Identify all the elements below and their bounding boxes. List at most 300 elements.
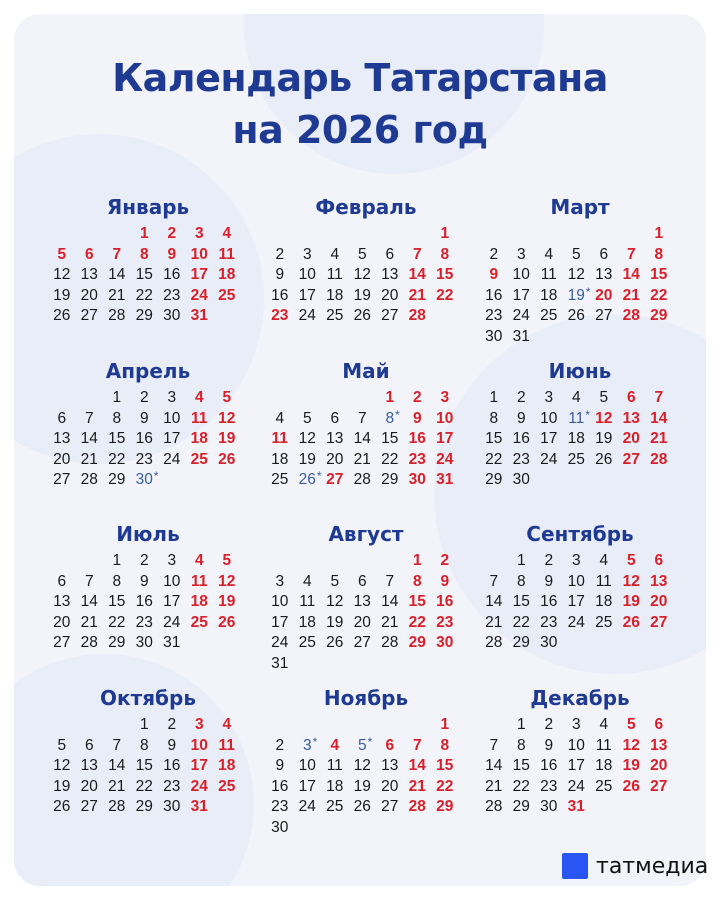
- day-holiday: 12: [218, 409, 236, 427]
- day: 27: [381, 798, 399, 815]
- day-holiday: 8: [440, 245, 450, 263]
- day: 1: [112, 552, 122, 569]
- day-holiday: 5: [626, 716, 636, 733]
- day: 24: [271, 634, 289, 651]
- month-name: Сентябрь: [526, 522, 634, 546]
- day-holiday: 25: [190, 450, 208, 468]
- day-holiday: 5: [57, 245, 67, 263]
- day: 30: [512, 471, 530, 488]
- empty-cell: [376, 551, 404, 572]
- month-name: Январь: [106, 195, 190, 219]
- day: 25: [298, 634, 316, 651]
- day: 27: [80, 798, 98, 815]
- day: 28: [353, 471, 371, 488]
- day: 6: [84, 736, 94, 754]
- day-holiday: 3: [194, 716, 204, 733]
- month-block: [48, 194, 248, 327]
- day-shortened: 5 *: [349, 736, 377, 757]
- day: 16: [485, 286, 503, 304]
- day-holiday: 9: [440, 572, 450, 590]
- empty-cell: [321, 224, 349, 245]
- day-holiday: 28: [408, 798, 426, 815]
- day-holiday: 6: [385, 736, 395, 754]
- day: 17: [298, 777, 316, 795]
- day-holiday: 18: [190, 430, 208, 447]
- day: 13: [53, 430, 71, 447]
- day-holiday: 12: [622, 736, 640, 754]
- day: 30: [135, 634, 153, 651]
- day: 21: [485, 777, 503, 795]
- day-holiday: 31: [190, 798, 208, 815]
- day: 17: [540, 430, 558, 447]
- day: 8: [489, 409, 499, 427]
- day: 16: [512, 430, 530, 447]
- day: 14: [80, 430, 98, 447]
- day-holiday: 12: [595, 409, 613, 427]
- day: 21: [108, 777, 126, 795]
- day: 22: [108, 613, 126, 631]
- month-block: [266, 685, 466, 838]
- day: 18: [595, 593, 613, 610]
- day: 5: [599, 389, 609, 406]
- day-holiday: 8: [412, 572, 422, 590]
- day: 10: [540, 409, 558, 427]
- day: 2: [544, 552, 554, 569]
- day: 18: [298, 613, 316, 631]
- day: 30: [163, 307, 181, 324]
- day: 26: [53, 798, 71, 815]
- day: 11: [540, 266, 557, 283]
- day: 13: [53, 593, 71, 610]
- day: 14: [485, 757, 503, 774]
- day-holiday: 13: [622, 409, 640, 427]
- day: 19: [53, 777, 71, 795]
- day: 4: [330, 245, 340, 263]
- day-holiday: 22: [650, 286, 668, 304]
- day: 8: [112, 572, 122, 590]
- asterisk-mark: *: [153, 469, 159, 483]
- empty-cell: [266, 551, 294, 572]
- day: 12: [353, 266, 371, 283]
- day-holiday: 7: [654, 389, 664, 406]
- empty-cell: [294, 224, 322, 245]
- day: 6: [357, 572, 367, 590]
- day: 3: [302, 245, 312, 263]
- day: 24: [512, 307, 530, 324]
- day-holiday: 1: [654, 225, 664, 242]
- month-block: [48, 521, 248, 654]
- day: 15: [485, 430, 503, 447]
- day-holiday: 26: [218, 613, 236, 631]
- empty-cell: [294, 388, 322, 409]
- day: 31: [163, 634, 181, 651]
- day-holiday: 8: [440, 736, 450, 754]
- day: 28: [108, 307, 126, 324]
- day-holiday: 16: [408, 430, 426, 447]
- day: 20: [80, 286, 98, 304]
- day-holiday: 4: [194, 389, 204, 406]
- day: 24: [163, 613, 181, 631]
- day-holiday: 1: [385, 389, 395, 406]
- empty-cell: [321, 388, 349, 409]
- month-block: [266, 358, 466, 491]
- day-holiday: 6: [626, 389, 636, 406]
- day: 13: [80, 757, 98, 774]
- day: 12: [53, 266, 71, 283]
- day-holiday: 2: [167, 225, 177, 242]
- day: 29: [108, 634, 126, 651]
- day: 22: [381, 450, 399, 468]
- day-grid: [48, 551, 248, 654]
- day: 15: [108, 430, 126, 447]
- day-holiday: 16: [436, 593, 454, 610]
- day-holiday: 29: [436, 798, 454, 815]
- day: 4: [599, 716, 609, 733]
- empty-cell: [321, 551, 349, 572]
- day: 5: [571, 245, 581, 263]
- day-grid: [480, 388, 680, 491]
- day-holiday: 11: [271, 430, 288, 447]
- day: 25: [595, 613, 613, 631]
- day-holiday: 30: [436, 634, 454, 651]
- day: 23: [135, 613, 153, 631]
- empty-cell: [349, 551, 377, 572]
- day: 14: [108, 757, 126, 774]
- empty-cell: [376, 715, 404, 736]
- empty-cell: [563, 224, 591, 245]
- day: 25: [595, 777, 613, 795]
- day: 23: [485, 307, 503, 324]
- day: 24: [540, 450, 558, 468]
- day-holiday: 15: [436, 757, 454, 774]
- empty-cell: [349, 224, 377, 245]
- day: 24: [567, 777, 585, 795]
- empty-cell: [480, 224, 508, 245]
- day-holiday: 4: [222, 716, 232, 733]
- day-holiday: 4: [222, 225, 232, 242]
- day: 17: [512, 286, 530, 304]
- month-block: [48, 358, 248, 491]
- day-holiday: 20: [650, 757, 668, 774]
- day-holiday: 23: [408, 450, 426, 468]
- day-holiday: 4: [194, 552, 204, 569]
- day-holiday: 6: [654, 716, 664, 733]
- day: 21: [381, 613, 399, 631]
- day: 2: [167, 716, 177, 733]
- day-holiday: 11: [191, 409, 208, 427]
- day: 3: [571, 552, 581, 569]
- empty-cell: [48, 715, 76, 736]
- month-name: Август: [328, 522, 404, 546]
- empty-cell: [76, 551, 104, 572]
- day-holiday: 5: [222, 389, 232, 406]
- day: 11: [595, 736, 612, 754]
- asterisk-mark: *: [395, 407, 400, 422]
- day: 12: [353, 757, 371, 774]
- day: 18: [326, 286, 344, 304]
- asterisk-mark: *: [585, 407, 590, 422]
- day: 13: [595, 266, 613, 283]
- day: 24: [567, 613, 585, 631]
- day-grid: [480, 715, 680, 818]
- day: 3: [516, 245, 526, 263]
- month-name: Март: [550, 195, 610, 219]
- month-name: Февраль: [315, 195, 417, 219]
- day: 25: [326, 307, 344, 324]
- day: 6: [57, 572, 67, 590]
- day: 29: [512, 798, 530, 815]
- day-holiday: 26: [218, 450, 236, 468]
- day-holiday: 10: [436, 409, 454, 427]
- day-holiday: 25: [218, 286, 236, 304]
- day: 6: [330, 409, 340, 427]
- day-holiday: 10: [190, 245, 208, 263]
- day: 31: [512, 327, 530, 345]
- day: 29: [135, 798, 153, 815]
- day-shortened: 19 *: [563, 286, 591, 307]
- empty-cell: [321, 715, 349, 736]
- day: 8: [139, 736, 149, 754]
- day: 18: [595, 757, 613, 774]
- day: 20: [353, 613, 371, 631]
- day: 24: [298, 307, 316, 324]
- empty-cell: [48, 388, 76, 409]
- day: 27: [80, 307, 98, 324]
- day: 26: [326, 634, 344, 651]
- day: 6: [599, 245, 609, 263]
- day-holiday: 9: [489, 266, 499, 283]
- day: 26: [353, 798, 371, 815]
- day: 1: [139, 716, 149, 733]
- day: 13: [326, 430, 344, 447]
- day: 7: [112, 736, 122, 754]
- day: 5: [330, 572, 340, 590]
- day: 26: [53, 307, 71, 324]
- month-block: [480, 685, 680, 818]
- empty-cell: [76, 388, 104, 409]
- day: 19: [326, 613, 344, 631]
- day: 9: [544, 572, 554, 590]
- day: 2: [275, 245, 285, 263]
- month-name: Апрель: [105, 359, 191, 383]
- day: 14: [108, 266, 126, 283]
- day-holiday: 27: [622, 450, 640, 468]
- empty-cell: [480, 551, 508, 572]
- day: 21: [485, 613, 503, 631]
- day: 15: [381, 430, 399, 447]
- day: 29: [135, 307, 153, 324]
- day: 28: [485, 634, 503, 651]
- day: 25: [567, 450, 585, 468]
- day: 1: [516, 552, 526, 569]
- day: 30: [163, 798, 181, 815]
- day-holiday: 21: [622, 286, 640, 304]
- day-holiday: 15: [650, 266, 668, 283]
- asterisk-mark: *: [316, 469, 322, 483]
- day: 1: [516, 716, 526, 733]
- day: 16: [163, 266, 181, 283]
- day: 4: [302, 572, 312, 590]
- day: 22: [135, 286, 153, 304]
- day-holiday: 30: [408, 471, 426, 488]
- day: 14: [485, 593, 503, 610]
- day: 29: [381, 471, 399, 488]
- day: 17: [271, 613, 289, 631]
- day: 2: [489, 245, 499, 263]
- day-grid: [48, 224, 248, 327]
- day-holiday: 2: [440, 552, 450, 569]
- empty-cell: [103, 224, 131, 245]
- day: 30: [485, 327, 503, 345]
- day: 15: [135, 266, 153, 283]
- day: 2: [544, 716, 554, 733]
- day: 27: [53, 634, 71, 651]
- day: 22: [512, 777, 530, 795]
- day: 5: [357, 245, 367, 263]
- day: 9: [139, 409, 149, 427]
- day-shortened: 11 *: [563, 409, 591, 430]
- day: 19: [595, 430, 613, 447]
- day: 7: [84, 409, 94, 427]
- day: 1: [489, 389, 499, 406]
- empty-cell: [266, 224, 294, 245]
- day: 28: [108, 798, 126, 815]
- month-block: [480, 521, 680, 654]
- day: 8: [516, 572, 526, 590]
- empty-cell: [404, 224, 432, 245]
- day-holiday: 7: [412, 736, 422, 754]
- day: 27: [353, 634, 371, 651]
- day-holiday: 27: [650, 777, 668, 795]
- day: 14: [80, 593, 98, 610]
- day-holiday: 11: [191, 572, 208, 590]
- day-holiday: 22: [408, 613, 426, 631]
- day-holiday: 9: [167, 245, 177, 263]
- day: 12: [298, 430, 316, 447]
- day: 20: [381, 777, 399, 795]
- empty-cell: [76, 715, 104, 736]
- day: 4: [275, 409, 285, 427]
- day: 28: [80, 471, 98, 488]
- day: 20: [53, 613, 71, 631]
- day-holiday: 4: [330, 736, 340, 754]
- day: 5: [57, 736, 67, 754]
- month-name: Октябрь: [100, 686, 196, 710]
- day: 27: [381, 307, 399, 324]
- empty-cell: [404, 715, 432, 736]
- day: 10: [163, 409, 181, 427]
- day: 6: [385, 245, 395, 263]
- day: 6: [57, 409, 67, 427]
- day: 21: [108, 286, 126, 304]
- day: 15: [108, 593, 126, 610]
- day: 10: [298, 757, 316, 774]
- month-block: [266, 194, 466, 327]
- day: 18: [271, 450, 289, 468]
- day: 23: [271, 798, 289, 815]
- day: 7: [84, 572, 94, 590]
- day: 17: [567, 593, 585, 610]
- day: 3: [544, 389, 554, 406]
- day: 15: [135, 757, 153, 774]
- day-holiday: 25: [218, 777, 236, 795]
- day: 11: [595, 572, 612, 590]
- day: 16: [540, 757, 558, 774]
- day: 9: [139, 572, 149, 590]
- day-holiday: 14: [408, 757, 426, 774]
- day-holiday: 18: [218, 266, 236, 283]
- day-holiday: 2: [412, 389, 422, 406]
- day: 9: [275, 757, 285, 774]
- month-block: [480, 358, 680, 491]
- brand-logo: [562, 852, 708, 880]
- day-holiday: 31: [436, 471, 454, 488]
- day: 22: [485, 450, 503, 468]
- day: 10: [298, 266, 316, 283]
- day-shortened: 3 *: [294, 736, 322, 757]
- day: 3: [571, 716, 581, 733]
- brand-name: татмедиа: [596, 853, 709, 879]
- asterisk-mark: *: [585, 284, 591, 299]
- empty-cell: [76, 224, 104, 245]
- day: 7: [489, 736, 499, 754]
- month-name: Июнь: [548, 359, 612, 383]
- day: 14: [353, 430, 371, 447]
- day: 12: [567, 266, 585, 283]
- day: 4: [599, 552, 609, 569]
- day: 15: [512, 593, 530, 610]
- day: 17: [567, 757, 585, 774]
- day: 4: [544, 245, 554, 263]
- day: 12: [326, 593, 344, 610]
- month-block: [266, 521, 466, 674]
- day: 2: [275, 736, 285, 754]
- day-shortened: 26 *: [294, 470, 322, 491]
- day: 13: [353, 593, 371, 610]
- day-grid: [266, 715, 466, 838]
- day-holiday: 21: [650, 430, 668, 447]
- day: 16: [135, 593, 153, 610]
- day: 2: [516, 389, 526, 406]
- day-grid: [266, 551, 466, 674]
- day: 26: [353, 307, 371, 324]
- day: 3: [167, 389, 177, 406]
- day-holiday: 18: [190, 593, 208, 610]
- day-holiday: 7: [112, 245, 122, 263]
- day-holiday: 29: [650, 307, 668, 324]
- day: 10: [271, 593, 289, 610]
- day: 2: [139, 389, 149, 406]
- day-holiday: 20: [622, 430, 640, 447]
- day: 29: [108, 471, 126, 488]
- day-holiday: 7: [626, 245, 636, 263]
- day: 26: [567, 307, 585, 324]
- day: 27: [595, 307, 613, 324]
- day: 27: [53, 471, 71, 488]
- empty-cell: [48, 224, 76, 245]
- day-holiday: 1: [440, 225, 450, 242]
- day-holiday: 24: [190, 777, 208, 795]
- brand-square-icon: [562, 853, 588, 879]
- empty-cell: [48, 551, 76, 572]
- day: 10: [512, 266, 530, 283]
- day-holiday: 11: [218, 245, 235, 263]
- title-line-2: на 2026 год: [232, 108, 488, 152]
- day-holiday: 15: [408, 593, 426, 610]
- day: 10: [163, 572, 181, 590]
- day: 4: [571, 389, 581, 406]
- day: 5: [302, 409, 312, 427]
